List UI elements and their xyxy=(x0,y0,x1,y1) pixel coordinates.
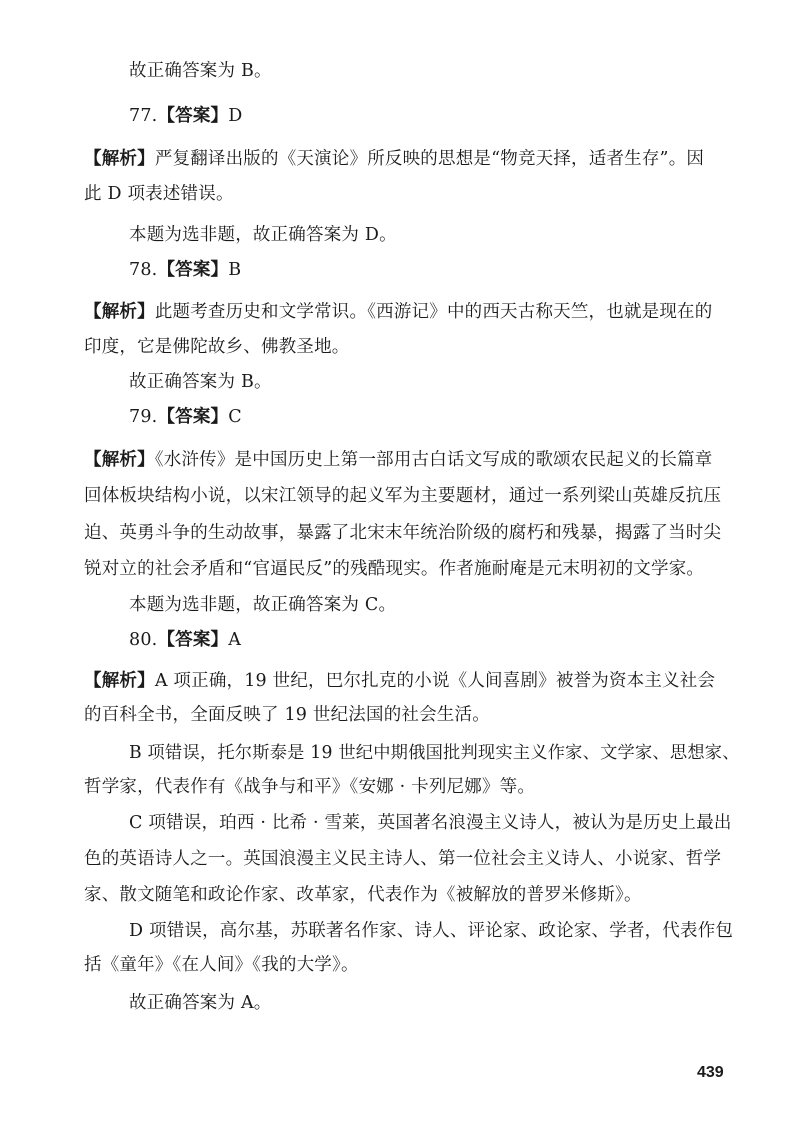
analysis-line: 迫、英勇斗争的生动故事，暴露了北宋末年统治阶级的腐朽和残暴，揭露了当时尖 xyxy=(84,523,722,543)
analysis-line: 印度，它是佛陀故乡、佛教圣地。 xyxy=(84,337,350,357)
answer-value: D xyxy=(228,106,243,126)
analysis-line: 【解析】A 项正确，19 世纪，巴尔扎克的小说《人间喜剧》被誉为资本主义社会 xyxy=(84,671,716,691)
paragraph-line: 家、散文随笔和政论作家、改革家，代表作为《被解放的普罗米修斯》。 xyxy=(84,885,642,905)
answer-value: B xyxy=(228,260,242,280)
analysis-label: 【解析】 xyxy=(84,671,155,691)
question-number: 78. xyxy=(129,260,158,280)
analysis-line: 的百科全书，全面反映了 19 世纪法国的社会生活。 xyxy=(84,705,490,725)
paragraph-line: D 项错误，高尔基，苏联著名作家、诗人、评论家、政论家、学者，代表作包 xyxy=(129,921,734,941)
paragraph-line: B 项错误，托尔斯泰是 19 世纪中期俄国批判现实主义作家、文学家、思想家、 xyxy=(129,743,740,763)
answer-line-78 xyxy=(129,258,241,282)
answer-value: A xyxy=(228,630,242,650)
analysis-line: 锐对立的社会矛盾和“官逼民反”的残酷现实。作者施耐庵是元末明初的文学家。 xyxy=(84,559,705,579)
question-number: 77. xyxy=(129,106,158,126)
analysis-label: 【解析】 xyxy=(84,450,155,470)
analysis-line: 此 D 项表述错误。 xyxy=(84,184,234,204)
answer-label: 【答案】 xyxy=(157,106,229,126)
analysis-line: 【解析】此题考查历史和文学常识。《西游记》中的西天古称天竺，也就是现在的 xyxy=(84,302,713,322)
conclusion-text: 故正确答案为 B。 xyxy=(129,372,272,392)
conclusion-text: 本题为选非题，故正确答案为 D。 xyxy=(129,225,397,245)
conclusion-text: 故正确答案为 B。 xyxy=(129,61,272,81)
analysis-label: 【解析】 xyxy=(84,149,155,169)
paragraph-line: 括《童年》《在人间》《我的大学》。 xyxy=(84,955,359,975)
answer-label: 【答案】 xyxy=(157,630,229,650)
answer-line-80 xyxy=(129,628,241,652)
question-number: 80. xyxy=(129,630,158,650)
conclusion-text: 故正确答案为 A。 xyxy=(129,993,272,1013)
analysis-line: 【解析】《水浒传》是中国历史上第一部用古白话文写成的歌颂农民起义的长篇章 xyxy=(84,450,713,470)
paragraph-line: 色的英语诗人之一。英国浪漫主义民主诗人、第一位社会主义诗人、小说家、哲学 xyxy=(84,849,722,869)
paragraph-line: C 项错误，珀西 · 比希 · 雪莱，英国著名浪漫主义诗人，被认为是历史上最出 xyxy=(129,813,732,833)
answer-label: 【答案】 xyxy=(157,407,229,427)
analysis-label: 【解析】 xyxy=(84,302,155,322)
paragraph-line: 哲学家，代表作有《战争与和平》《安娜 · 卡列尼娜》等。 xyxy=(84,777,536,797)
answer-line-77 xyxy=(129,104,242,128)
answer-label: 【答案】 xyxy=(157,260,229,280)
analysis-line: 回体板块结构小说，以宋江领导的起义军为主要题材，通过一系列梁山英雄反抗压 xyxy=(84,486,722,506)
analysis-line: 【解析】严复翻译出版的《天演论》所反映的思想是“物竞天择，适者生存”。因 xyxy=(84,149,705,169)
conclusion-text: 本题为选非题，故正确答案为 C。 xyxy=(129,595,397,615)
question-number: 79. xyxy=(129,407,158,427)
answer-value: C xyxy=(228,407,242,427)
answer-line-79 xyxy=(129,405,242,429)
page-number: 439 xyxy=(697,1064,724,1081)
